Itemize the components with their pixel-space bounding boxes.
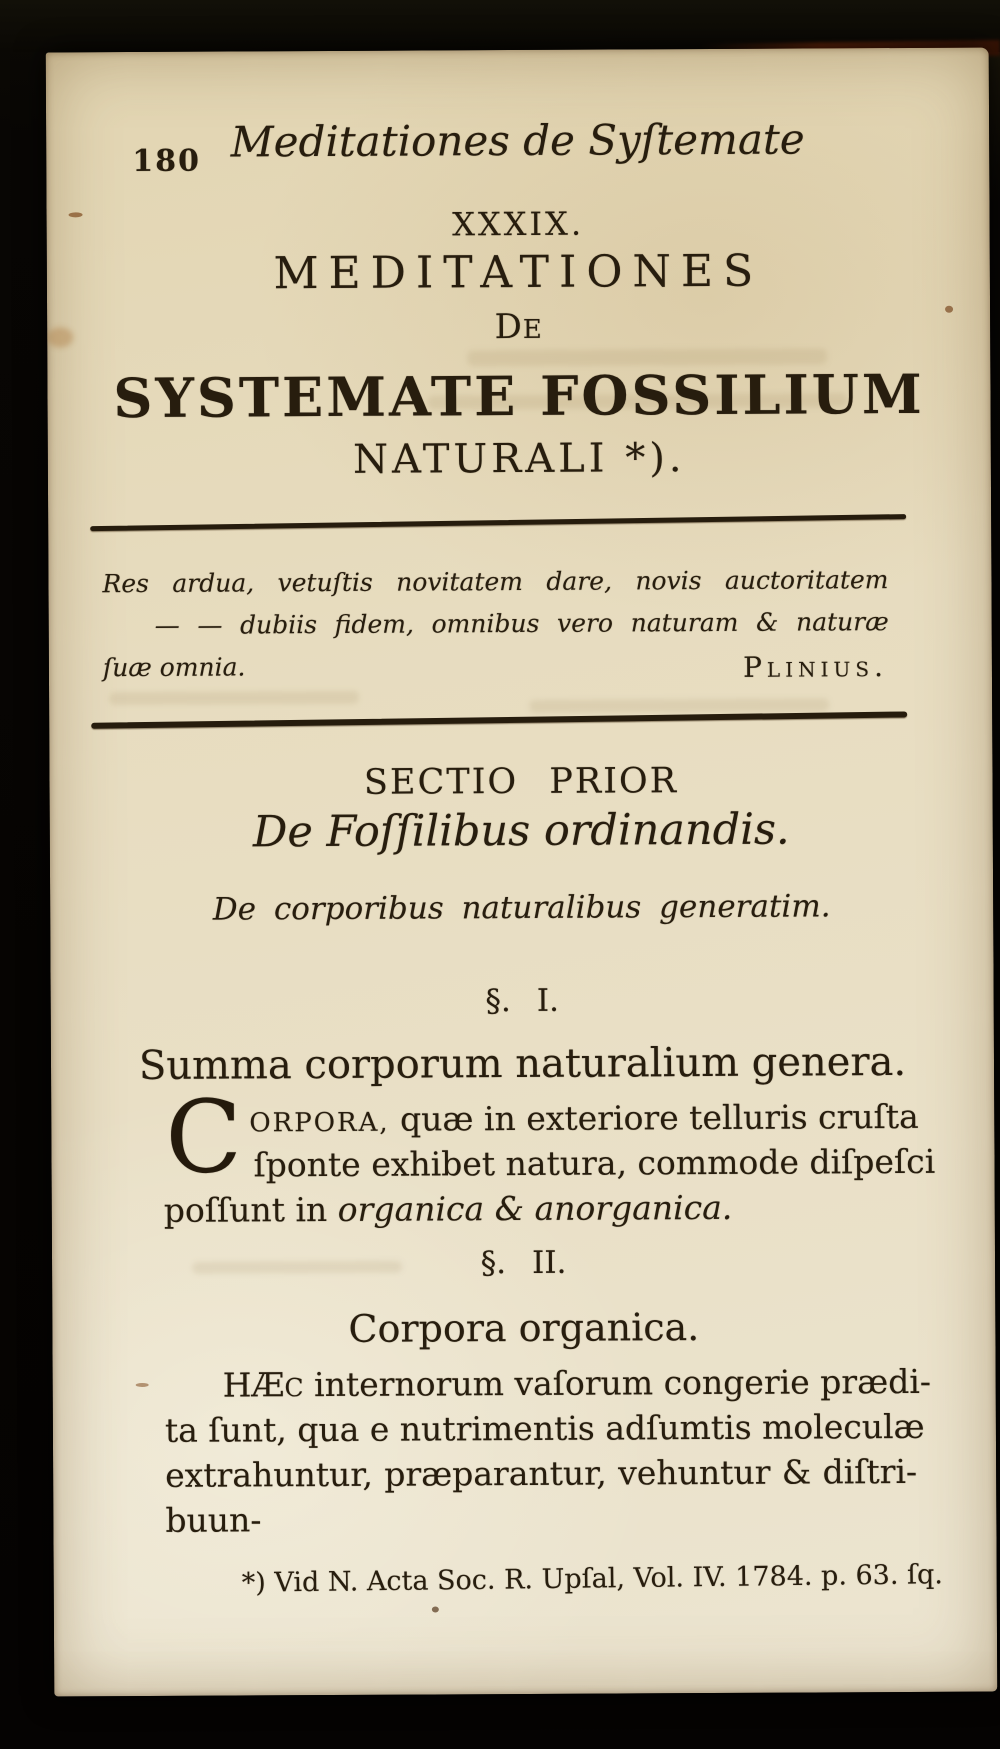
showthrough-smudge (529, 698, 829, 713)
epigraph-line: — — dubiis fidem, omnibus vero naturam & naturæ (154, 607, 889, 640)
section-subheading: De Foſſilibus ordinandis. (252, 804, 790, 858)
chapter-numeral: XXXIX. (452, 204, 585, 244)
de-smallcap: E (522, 314, 543, 345)
title-line-naturali: NATURALI *). (352, 435, 686, 483)
text-line (165, 1359, 932, 1408)
paragraph-1-heading: Summa corporum naturalium genera. (138, 1038, 907, 1090)
section-sign: §. (485, 983, 511, 1020)
paragraph-numeral: I. (536, 982, 560, 1019)
text-line (164, 1184, 916, 1233)
lead-smallcap: C (284, 1373, 304, 1403)
text-line: ta ſunt, qua e nutrimentis adſumtis moleculæ (164, 1406, 925, 1450)
epigraph-line: ſuæ omnia. (102, 652, 246, 683)
footnote (241, 1559, 944, 1599)
text-line (163, 1094, 919, 1143)
title-line-de (47, 305, 990, 350)
line-text: quæ in exteriore telluris cruſta (389, 1096, 919, 1139)
text-line: extrahuntur, præparantur, vehuntur & diſtri- (165, 1451, 918, 1495)
epigraph-line: Res ardua, vetuſtis novitatem dare, novis auctoritatem (102, 565, 889, 599)
running-header: Meditationes de Syſtemate (230, 114, 805, 167)
foxing-speck (432, 1606, 439, 1612)
paragraph-2-body (164, 1359, 932, 1543)
showthrough-smudge (109, 691, 359, 705)
horizontal-rule-bottom (91, 711, 907, 728)
line-text: internorum vaſorum congerie prædi- (303, 1361, 932, 1405)
foxing-speck (136, 1383, 149, 1387)
book-page (46, 48, 998, 1697)
section-sign: §. (480, 1245, 507, 1282)
smallcaps-word: ORPORA, (249, 1107, 390, 1139)
horizontal-rule-top (90, 514, 906, 531)
paragraph-numeral: II. (531, 1244, 567, 1281)
page-number: 180 (132, 143, 201, 180)
text-line: ſponte exhibet natura, commode diſpeſci (253, 1141, 936, 1185)
italic-terms: organica & anorganica. (337, 1187, 733, 1229)
de-initial: D (494, 306, 523, 348)
paragraph-2-heading: Corpora organica. (348, 1305, 700, 1351)
footnote-marker: *) (241, 1567, 266, 1599)
catchword: buun- (165, 1500, 262, 1540)
footnote-text: Vid N. Acta Soc. R. Upſal, Vol. IV. 1784. p. 63. ſq. (265, 1559, 944, 1599)
title-line-systemate-fossilium: SYSTEMATE FOSSILIUM (113, 361, 925, 431)
paragraph-1-body (163, 1078, 936, 1233)
epigraph-attribution: Plinius. (742, 650, 889, 684)
paragraph-mark-2 (52, 1243, 995, 1284)
paragraph-mark-1 (51, 981, 994, 1022)
line-text: poſſunt in (163, 1189, 338, 1230)
title-line-meditationes: MEDITATIONES (273, 245, 764, 300)
section-heading: SECTIO PRIOR (363, 761, 679, 803)
section-subsubheading: De corporibus naturalibus generatim. (212, 888, 831, 928)
dropcap-initial: C (165, 1078, 243, 1196)
lead-caps: HÆ (222, 1365, 285, 1405)
